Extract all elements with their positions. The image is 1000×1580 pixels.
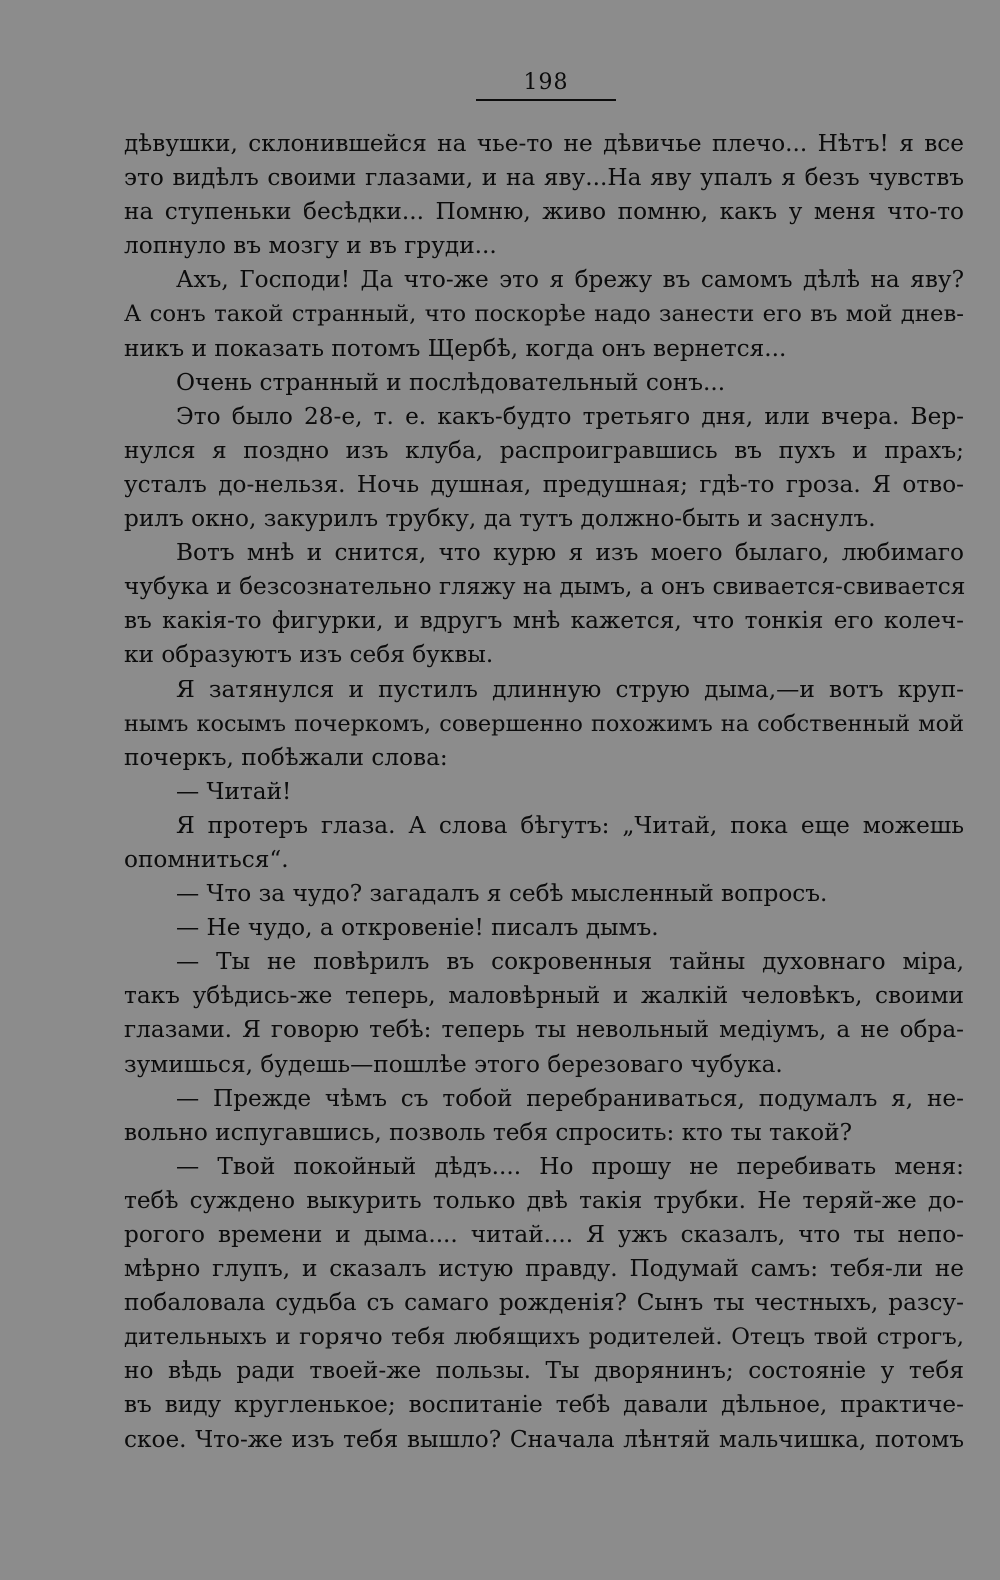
text-line: рилъ окно, закурилъ трубку, да тутъ должно-быть и заснулъ. (124, 505, 876, 533)
page-number: 198 (523, 70, 569, 95)
text-line: вольно испугавшись, позволь тебя спросить: кто ты такой? (124, 1118, 853, 1146)
text-line: никъ и показать потомъ Щербѣ, когда онъ вернется... (124, 334, 787, 362)
text-line: такъ убѣдись-же теперь, маловѣрный и жалкій человѣкъ, своими (124, 982, 964, 1010)
text-line: Я затянулся и пустилъ длинную струю дыма,—и вотъ круп- (176, 675, 964, 703)
text-line: лопнуло въ мозгу и въ груди... (124, 232, 497, 260)
text-line: ское. Что-же изъ тебя вышло? Сначала лѣнтяй мальчишка, потомъ (124, 1425, 964, 1453)
text-line: почеркъ, побѣжали слова: (124, 743, 448, 771)
text-line: усталъ до-нельзя. Ночь душная, предушная; гдѣ-то гроза. Я отво- (124, 470, 964, 498)
text-line: Я протеръ глаза. А слова бѣгутъ: „Читай, пока еще можешь (176, 811, 964, 839)
text-line: Очень странный и послѣдовательный сонъ... (176, 368, 726, 396)
text-line: ки образуютъ изъ себя буквы. (124, 641, 494, 669)
body-text (124, 127, 964, 1457)
text-line: въ виду кругленькое; воспитаніе тебѣ давали дѣльное, практиче- (124, 1391, 964, 1419)
text-line: дительныхъ и горячо тебя любящихъ родителей. Отецъ твой строгъ, (124, 1324, 964, 1351)
text-line: нулся я поздно изъ клуба, распроигравшись въ пухъ и прахъ; (124, 436, 964, 464)
text-line: мѣрно глупъ, и сказалъ истую правду. Подумай самъ: тебя-ли не (124, 1255, 964, 1283)
text-line: — Не чудо, а откровеніе! писалъ дымъ. (176, 914, 659, 942)
text-line: глазами. Я говорю тебѣ: теперь ты невольный медіумъ, а не обра- (124, 1016, 964, 1044)
text-line: — Прежде чѣмъ съ тобой перебраниваться, подумалъ я, не- (176, 1084, 964, 1112)
text-line: рогого времени и дыма.... читай.... Я ужъ сказалъ, что ты непо- (124, 1221, 964, 1248)
text-line: чубука и безсознательно гляжу на дымъ, а онъ свивается-свивается (124, 573, 966, 601)
text-line: А сонъ такой странный, что поскорѣе надо занести его въ мой днев- (124, 301, 964, 328)
text-line: — Читай! (176, 777, 292, 805)
text-line: — Твой покойный дѣдъ.... Но прошу не перебивать меня: (176, 1152, 964, 1180)
text-line: нымъ косымъ почеркомъ, совершенно похожимъ на собственный мой (124, 710, 964, 737)
text-line: опомниться“. (124, 845, 289, 873)
text-line: зумишься, будешь—пошлѣе этого березоваго чубука. (124, 1050, 783, 1078)
text-line: — Что за чудо? загадалъ я себѣ мысленный вопросъ. (176, 880, 828, 908)
page-number-rule (476, 99, 616, 101)
text-line: на ступеньки бесѣдки... Помню, живо помню, какъ у меня что-то (124, 198, 964, 226)
page-number-container (476, 70, 616, 96)
text-line: въ какія-то фигурки, и вдругъ мнѣ кажется, что тонкія его колеч- (124, 607, 964, 635)
text-line: Это было 28-е, т. е. какъ-будто третьяго дня, или вчера. Вер- (176, 402, 964, 430)
text-line: это видѣлъ своими глазами, и на яву...На яву упалъ я безъ чувствъ (124, 164, 964, 192)
text-line: побаловала судьба съ самаго рожденія? Сынъ ты честныхъ, разсу- (124, 1289, 964, 1317)
text-line: — Ты не повѣрилъ въ сокровенныя тайны духовнаго міра, (176, 948, 964, 976)
text-line: тебѣ суждено выкурить только двѣ такія трубки. Не теряй-же до- (124, 1186, 964, 1214)
text-line: дѣвушки, склонившейся на чье-то не дѣвичье плечо... Нѣтъ! я все (124, 130, 964, 157)
text-line: Вотъ мнѣ и снится, что курю я изъ моего былаго, любимаго (176, 539, 964, 567)
text-line: Ахъ, Господи! Да что-же это я брежу въ самомъ дѣлѣ на яву? (176, 266, 964, 294)
text-line: но вѣдь ради твоей-же пользы. Ты дворянинъ; состояніе у тебя (124, 1357, 964, 1385)
